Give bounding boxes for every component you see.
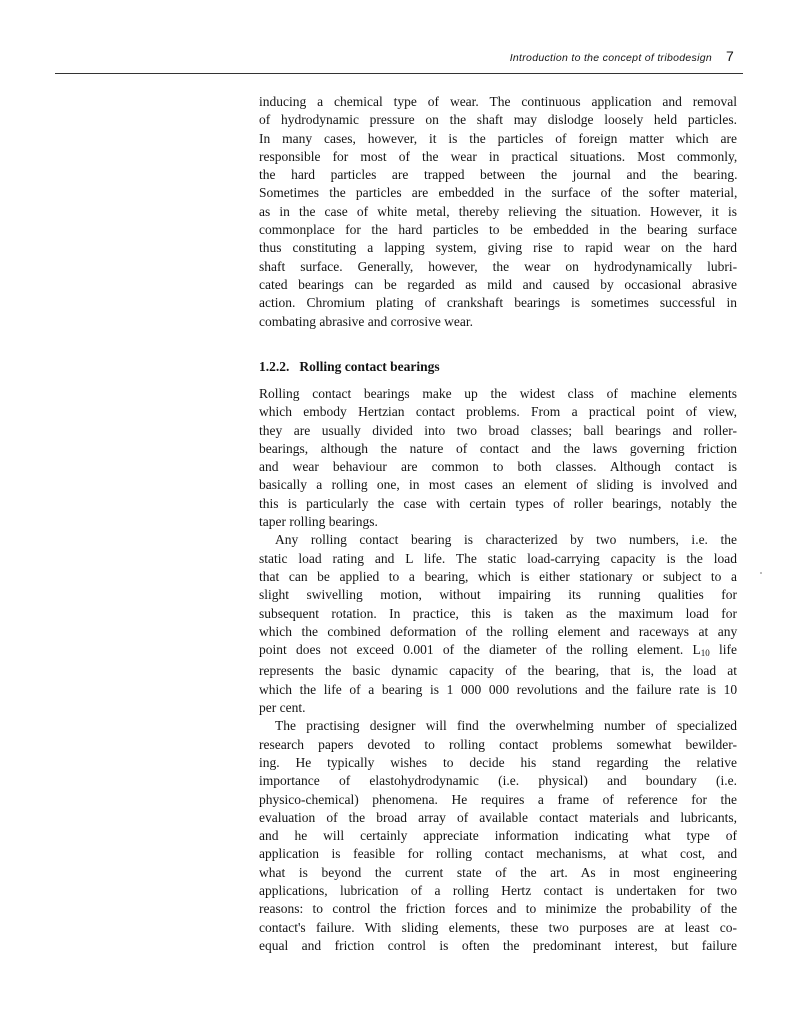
text-line: per cent.	[259, 700, 306, 716]
text-line: Rolling contact bearings make up the widest class of machine elements	[259, 386, 737, 401]
text-line: reasons: to control the friction forces and to minimize the probability of the	[259, 901, 738, 917]
text-line: which the life of a bearing is 1 000 000 revolutions and the failure rate is 10	[259, 681, 738, 697]
scan-speck	[760, 572, 762, 574]
text-line: which the combined deformation of the rolling element and raceways at any	[259, 623, 738, 639]
text-line: combating abrasive and corrosive wear.	[259, 313, 474, 329]
text-line: and he will certainly appreciate information indicating what type of	[259, 828, 737, 844]
text-line: static load rating and L life. The static load-carrying capacity is the load	[259, 550, 737, 566]
text-fragment: life	[709, 642, 737, 658]
text-line: taper rolling bearings.	[259, 514, 378, 530]
text-line: this is particularly the case with certain types of roller bearings, notably the	[259, 495, 737, 511]
text-line: that can be applied to a bearing, which is either stationary or subject to a	[259, 568, 737, 584]
text-line: contact's failure. With sliding elements, these two purposes are at least co-	[259, 919, 737, 935]
section-heading	[259, 359, 440, 375]
text-line: research papers devoted to rolling contact problems somewhat bewilder-	[259, 736, 737, 752]
text-line: Sometimes the particles are embedded in the surface of the softer material,	[259, 185, 738, 201]
text-line: the hard particles are trapped between the journal and the bearing.	[259, 167, 738, 183]
text-line: physico-chemical) phenomena. He requires a frame of reference for the	[259, 791, 738, 807]
text-fragment: point does not exceed 0.001 of the diameter of the rolling element. L	[259, 642, 701, 658]
text-line: which embody Hertzian contact problems. From a practical point of view,	[259, 404, 737, 420]
text-line: equal and friction control is often the predominant interest, but failure	[259, 937, 737, 953]
text-line: thus constituting a lapping system, giving rise to rapid wear on the hard	[259, 240, 737, 256]
text-line: and wear behaviour are common to both classes. Although contact is	[259, 459, 737, 475]
text-line: The practising designer will find the overwhelming number of specialized	[275, 718, 737, 734]
header-rule	[55, 73, 743, 74]
text-line: of hydrodynamic pressure on the shaft may dislodge loosely held particles.	[259, 112, 737, 128]
subscript-10: 10	[700, 648, 710, 659]
section-number: 1.2.2.	[259, 359, 290, 374]
text-line: importance of elastohydrodynamic (i.e. physical) and boundary (i.e.	[259, 773, 738, 789]
text-line: shaft surface. Generally, however, the wear on hydrodynamically lubri-	[259, 258, 738, 274]
text-line: basically a rolling one, in most cases an element of sliding is involved and	[259, 477, 738, 493]
text-line: what is beyond the current state of the art. As in most engineering	[259, 864, 738, 880]
text-line: cated bearings can be regarded as mild and caused by occasional abrasive	[259, 276, 737, 292]
text-line: represents the basic dynamic capacity of the bearing, that is, the load at	[259, 663, 737, 679]
text-line: they are usually divided into two broad classes; ball bearings and roller-	[259, 422, 737, 438]
text-line: application is feasible for rolling contact mechanisms, at what cost, and	[259, 846, 738, 862]
text-line: inducing a chemical type of wear. The continuous application and removal	[259, 94, 737, 109]
running-title: Introduction to the concept of tribodesign	[509, 52, 712, 64]
text-line: In many cases, however, it is the particles of foreign matter which are	[259, 130, 737, 146]
text-line: as in the case of white metal, thereby relieving the situation. However, it is	[259, 203, 737, 219]
section-body	[259, 385, 737, 955]
text-line: applications, lubrication of a rolling Hertz contact is undertaken for two	[259, 883, 737, 899]
text-line: responsible for most of the wear in practical situations. Most commonly,	[259, 148, 738, 164]
text-line: slight swivelling motion, without impairing its running qualities for	[259, 587, 737, 603]
page-number: 7	[726, 48, 734, 64]
text-line: evaluation of the broad array of available contact materials and lubricants,	[259, 809, 737, 825]
text-line-l10	[259, 641, 737, 662]
text-line: bearings, although the nature of contact and the laws governing friction	[259, 440, 737, 456]
text-line: commonplace for the hard particles to be embedded in the bearing surface	[259, 222, 737, 238]
text-line: Any rolling contact bearing is characterized by two numbers, i.e. the	[275, 532, 737, 548]
text-line: ing. He typically wishes to decide his stand regarding the relative	[259, 754, 737, 770]
text-line: action. Chromium plating of crankshaft bearings is sometimes successful in	[259, 295, 737, 311]
section-title: Rolling contact bearings	[299, 359, 440, 374]
text-line: subsequent rotation. In practice, this is taken as the maximum load for	[259, 605, 738, 621]
paragraph-wear	[259, 93, 737, 331]
